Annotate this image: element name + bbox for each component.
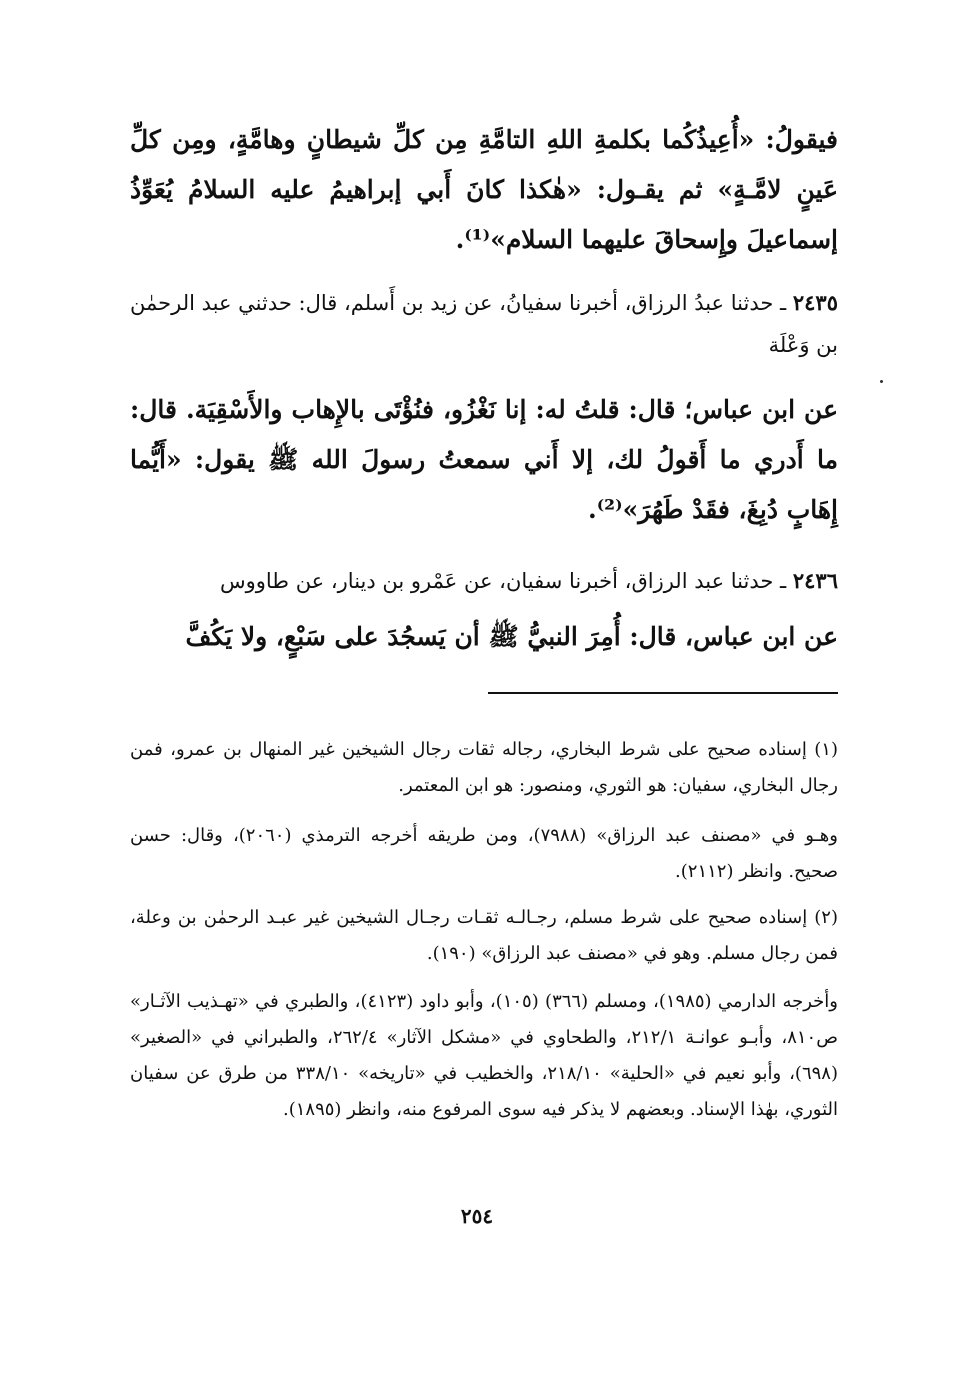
hadith-number: ٢٤٣٦ — [792, 568, 838, 593]
main-paragraph-2: عن ابن عباس؛ قال: قلتُ له: إنا نَغْزُو، فنُؤْتَى بالإِهاب والأَسْقِيَة. قال: ما أَدري ما أَقولُ لك، إلا أَني سمعتُ رسولَ الله ﷺ يقول: «أَيُّما إِهَابٍ دُبِغَ، فقَدْ طَهُرَ»⁽²⁾. — [130, 395, 838, 524]
hadith-isnad: ـ حدثنا عبدُ الرزاق، أخبرنا سفيانُ، عن زيد بن أَسلم، قال: حدثني عبد الرحمٰن بن وَعْلَة — [130, 291, 838, 357]
footnote-2a: (٢) إسناده صحيح على شرط مسلم، رجـالـه ثقـات رجـال الشيخين غير عبـد الرحمٰن بن وعلة، فمن رجال مسلم. وهو في «مصنف عبد الرزاق» (١٩٠). — [130, 907, 838, 964]
main-paragraph-1: فيقولُ: «أُعِيذُكُما بكلمةِ اللهِ التامَّةِ مِن كلِّ شيطانٍ وهامَّةٍ، ومِن كلِّ عَينٍ لامَّـةٍ» ثم يقـول: «هٰكذا كانَ أَبي إبراهيمُ عليه السلامُ يُعَوِّذُ إسماعيلَ وإِسحاقَ عليهما السلام»⁽¹⁾. — [130, 125, 838, 254]
hadith-2435-heading — [130, 282, 838, 366]
footnote-separator — [488, 692, 838, 694]
hadith-number: ٢٤٣٥ — [792, 290, 838, 315]
ink-dot — [880, 380, 883, 383]
footnote-1a: (١) إسناده صحيح على شرط البخاري، رجاله ثقات رجال الشيخين غير المنهال بن عمرو، فمن رجال البخاري، سفيان: هو الثوري، ومنصور: هو ابن المعتمر. — [130, 739, 838, 796]
main-paragraph-3: عن ابن عباس، قال: أُمِرَ النبيُّ ﷺ أن يَسجُدَ على سَبْعٍ، ولا يَكُفَّ — [185, 622, 838, 651]
footnote-1b: وهـو في «مصنف عبد الرزاق» (٧٩٨٨)، ومن طريقه أخرجه الترمذي (٢٠٦٠)، وقال: حسن صحيح. وانظر (٢١١٢). — [130, 825, 838, 882]
footnote-2b: وأخرجه الدارمي (١٩٨٥)، ومسلم (٣٦٦) (١٠٥)، وأبو داود (٤١٢٣)، والطبري في «تهـذيب الآثـار» ص٨١٠، وأبـو عوانـة ٢١٢/١، والطحاوي في «مشكل الآثار» ٢٦٢/٤، والطبراني في «الصغير» (٦٩٨)، وأبو نعيم في «الحلية» ٢١٨/١٠، والخطيب في «تاريخه» ٣٣٨/١٠ من طرق عن سفيان الثوري، بهٰذا الإسناد. وبعضهم لا يذكر فيه سوى المرفوع منه، وانظر (١٨٩٥). — [130, 991, 839, 1120]
hadith-2436-heading — [130, 560, 838, 602]
hadith-isnad: ـ حدثنا عبد الرزاق، أخبرنا سفيان، عن عَمْرو بن دينار، عن طاووس — [219, 569, 787, 593]
page-number: ٢٥٤ — [460, 1204, 494, 1228]
